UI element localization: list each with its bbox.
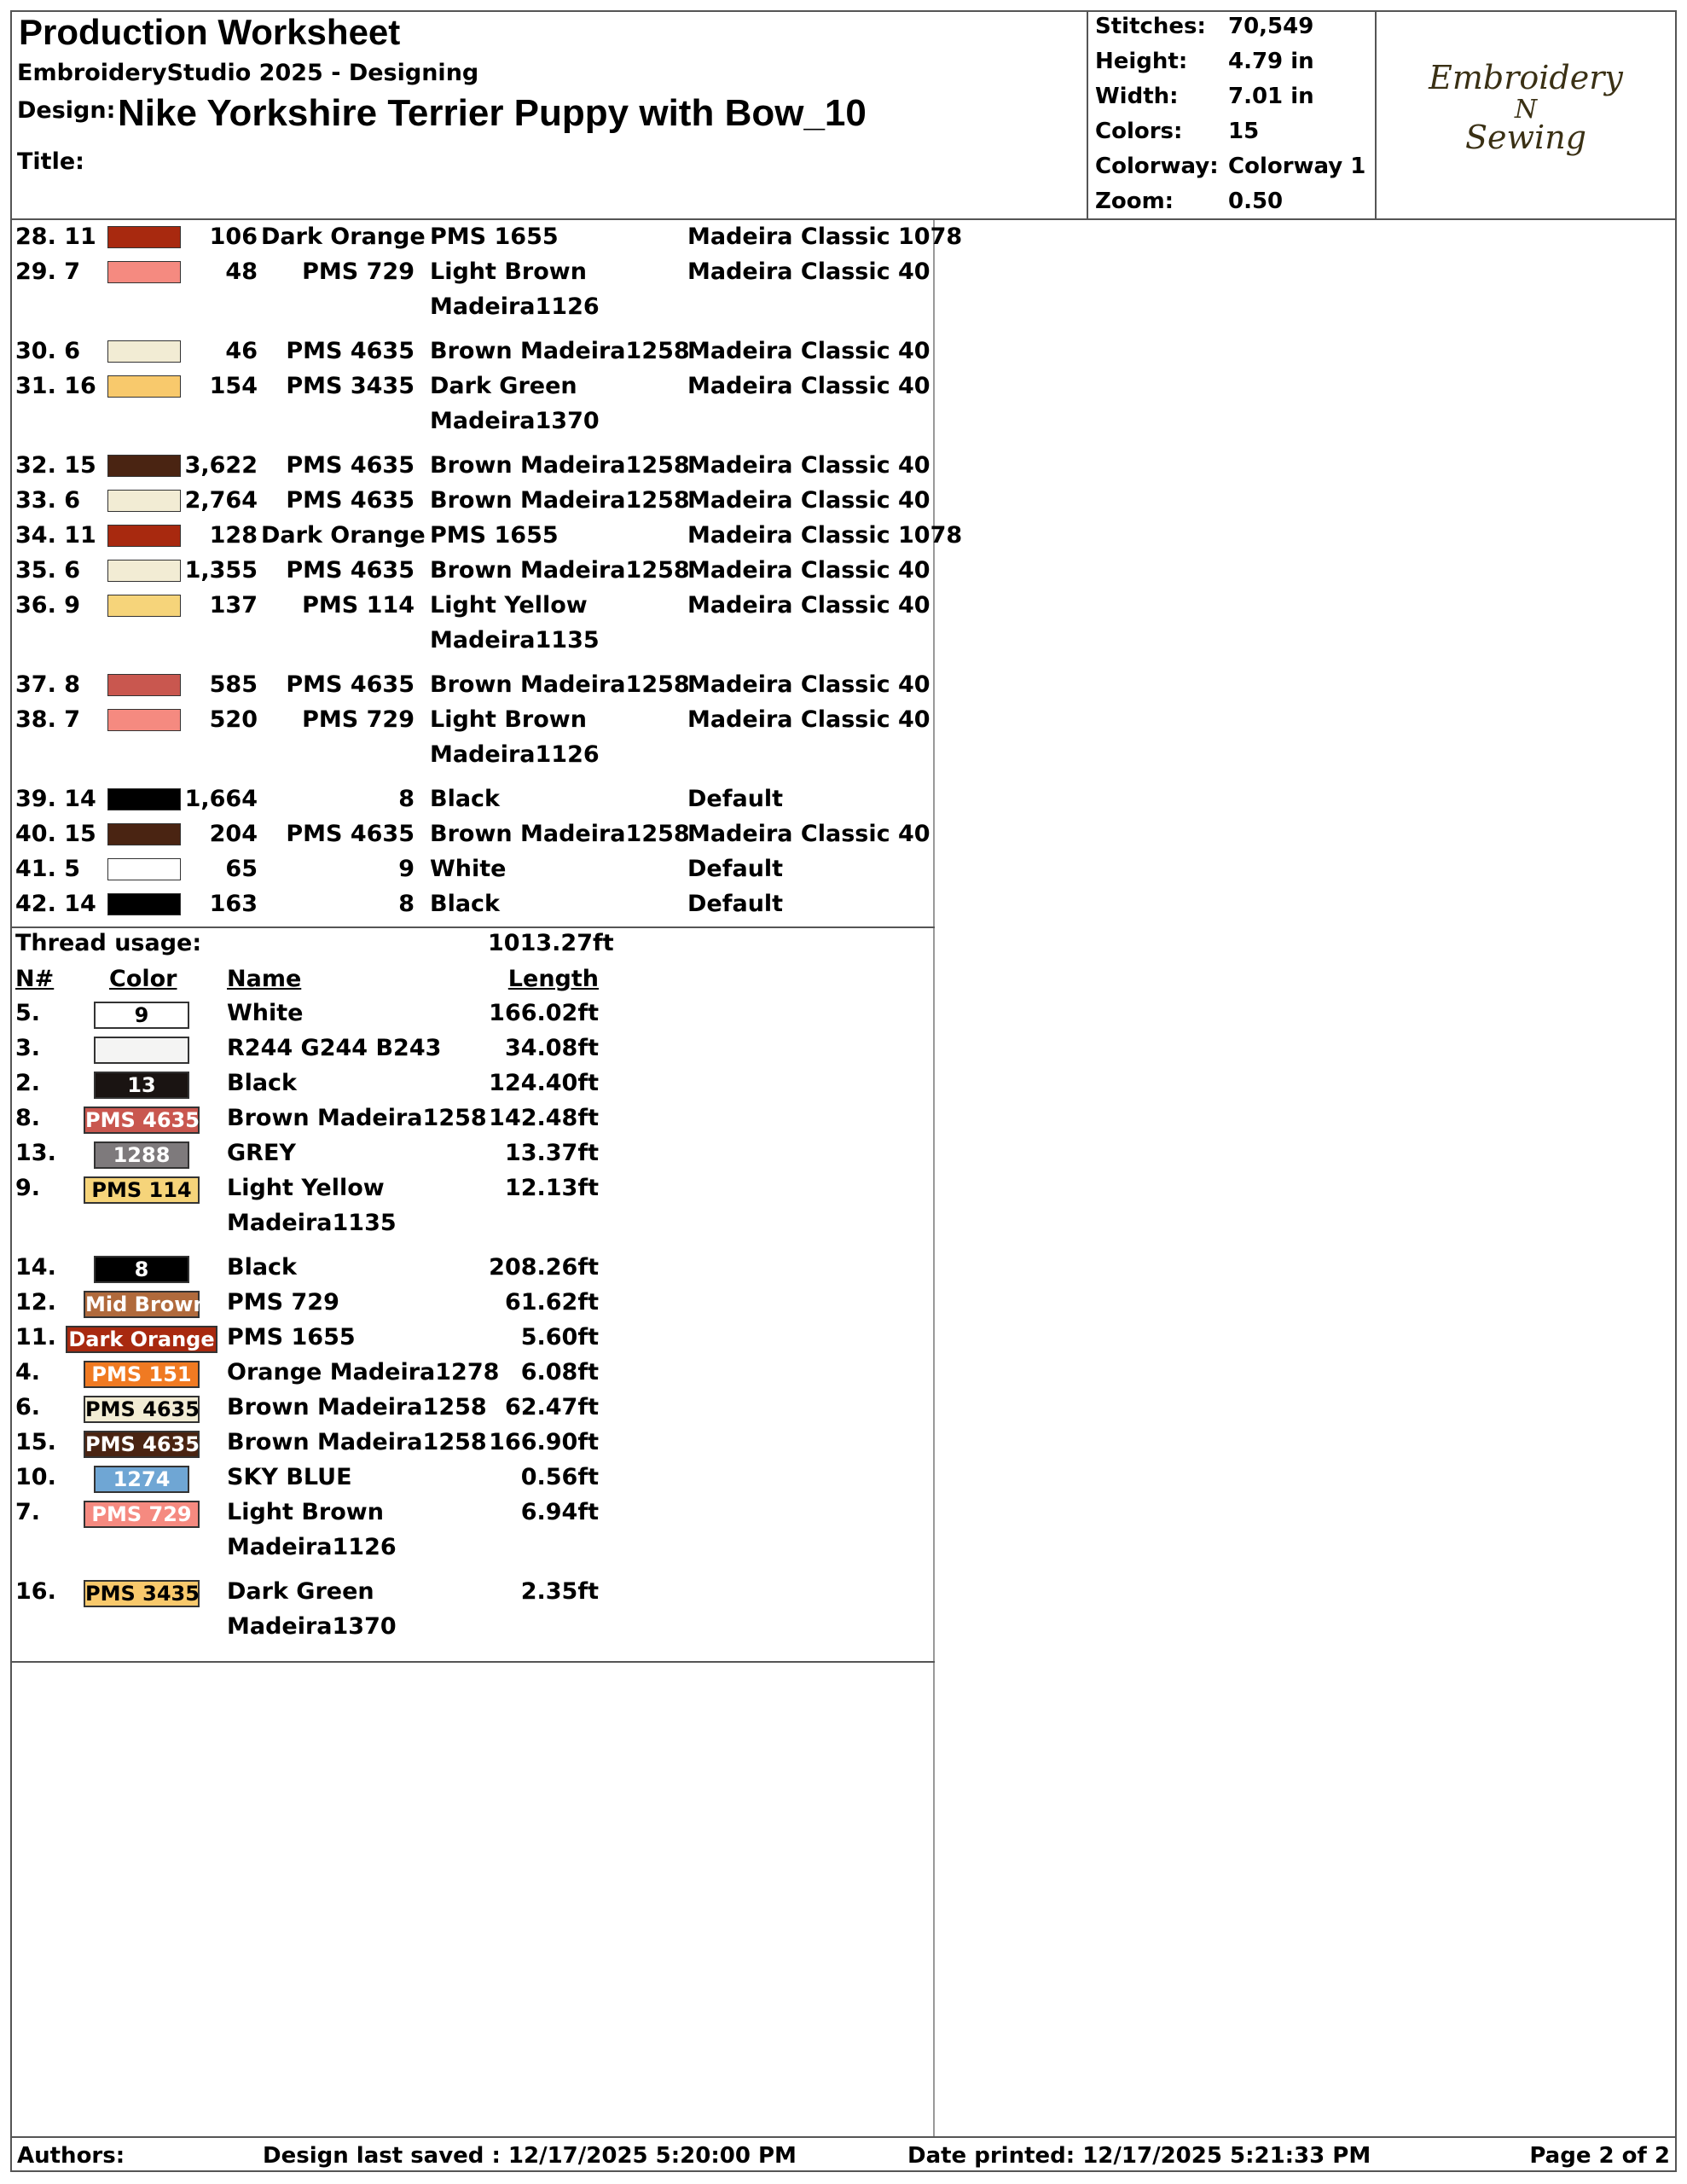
- logo-line-2: N: [1514, 95, 1538, 125]
- stitch-count: 1,355: [184, 557, 258, 584]
- thread-name: GREY: [227, 1140, 296, 1166]
- color-swatch: [107, 340, 181, 363]
- header-length: Length: [507, 966, 599, 992]
- thread-name-2: Madeira1370: [430, 408, 600, 434]
- thread-row: [10, 1359, 935, 1393]
- thread-brand: Madeira Classic 1078: [687, 224, 963, 250]
- thread-name: Brown Madeira1258: [430, 338, 690, 364]
- design-name: Nike Yorkshire Terrier Puppy with Bow_10: [118, 92, 867, 134]
- thread-name: PMS 1655: [430, 522, 559, 549]
- thread-name: Light Brown: [430, 706, 587, 733]
- thread-row: [10, 1289, 935, 1323]
- thread-code: PMS 729: [302, 258, 415, 285]
- footer-authors: Authors:: [17, 2143, 125, 2169]
- thread-usage-summary: Thread usage: 1013.27ft: [15, 930, 614, 956]
- thread-name: PMS 1655: [430, 224, 559, 250]
- color-chip: [94, 1037, 189, 1064]
- thread-row: [10, 1578, 935, 1640]
- color-swatch: [107, 490, 181, 512]
- sequence-number: 37. 8: [15, 671, 81, 698]
- sequence-number: 35. 6: [15, 557, 81, 584]
- stitch-count: 204: [209, 821, 258, 847]
- stitch-count: 48: [225, 258, 258, 285]
- color-chip: PMS 3435: [85, 1582, 200, 1606]
- thread-name: Brown Madeira1258: [430, 487, 690, 514]
- thread-length: 2.35ft: [520, 1578, 599, 1605]
- stitch-count: 3,622: [184, 452, 258, 479]
- color-chip: 13: [94, 1072, 189, 1099]
- color-swatch: [107, 858, 181, 880]
- sequence-number: 38. 7: [15, 706, 81, 733]
- color-chip: PMS 729: [84, 1501, 200, 1528]
- thread-usage-headers: [10, 966, 935, 1000]
- thread-name: Light Yellow: [430, 592, 588, 619]
- page-title: Production Worksheet: [19, 12, 401, 52]
- thread-code: PMS 4635: [286, 557, 415, 584]
- thread-number: 8.: [15, 1105, 41, 1131]
- thread-row: [10, 1254, 935, 1288]
- color-swatch: [107, 709, 181, 731]
- stat-height: Height: 4.79 in: [1095, 49, 1314, 74]
- thread-length: 6.08ft: [520, 1359, 599, 1385]
- color-chip: 9: [94, 1002, 189, 1029]
- header-name: Name: [227, 966, 302, 992]
- thread-code: PMS 4635: [286, 452, 415, 479]
- footer: [10, 2136, 1677, 2172]
- thread-length: 142.48ft: [489, 1105, 599, 1131]
- color-chip: PMS 151: [84, 1361, 200, 1388]
- stitch-count: 128: [209, 522, 258, 549]
- color-swatch: [107, 823, 181, 845]
- stat-stitches: Stitches: 70,549: [1095, 14, 1314, 39]
- color-swatch: [107, 595, 181, 617]
- thread-row: [10, 1429, 935, 1463]
- stat-colors: Colors: 15: [1095, 119, 1260, 144]
- thread-code: PMS 729: [302, 706, 415, 733]
- thread-number: 7.: [15, 1499, 41, 1525]
- thread-name-2: Madeira1370: [227, 1613, 397, 1640]
- thread-name: Dark Green: [430, 373, 577, 399]
- thread-length: 5.60ft: [520, 1324, 599, 1350]
- sequence-number: 39. 14: [15, 786, 96, 812]
- thread-row: [10, 1070, 935, 1104]
- stat-zoom: Zoom: 0.50: [1095, 189, 1284, 214]
- stat-width: Width: 7.01 in: [1095, 84, 1314, 109]
- thread-number: 12.: [15, 1289, 56, 1316]
- thread-number: 10.: [15, 1464, 56, 1490]
- thread-number: 6.: [15, 1394, 41, 1420]
- thread-brand: Default: [687, 891, 784, 917]
- color-swatch: [107, 455, 181, 477]
- color-chip: 1274: [94, 1466, 189, 1493]
- thread-name: R244 G244 B243: [227, 1035, 442, 1061]
- thread-brand: Madeira Classic 40: [687, 671, 930, 698]
- color-swatch: [107, 560, 181, 582]
- thread-code: Dark Orange: [261, 522, 426, 549]
- stitch-count: 163: [209, 891, 258, 917]
- stitch-count: 154: [209, 373, 258, 399]
- thread-length: 166.02ft: [489, 1000, 599, 1026]
- thread-row: [10, 1324, 935, 1358]
- color-chip: PMS 114: [84, 1176, 200, 1204]
- color-chip: PMS 4635: [85, 1432, 200, 1456]
- thread-name: Brown Madeira1258: [227, 1394, 487, 1420]
- thread-length: 6.94ft: [520, 1499, 599, 1525]
- thread-brand: Madeira Classic 40: [687, 338, 930, 364]
- section-divider-2: [10, 1661, 935, 1663]
- color-chip: PMS 4635: [85, 1108, 200, 1132]
- thread-name: Brown Madeira1258: [430, 452, 690, 479]
- color-swatch: [107, 788, 181, 810]
- thread-name-2: Madeira1126: [430, 741, 600, 768]
- thread-number: 14.: [15, 1254, 56, 1281]
- thread-length: 12.13ft: [504, 1175, 599, 1201]
- thread-length: 124.40ft: [489, 1070, 599, 1096]
- thread-name: PMS 1655: [227, 1324, 356, 1350]
- thread-brand: Default: [687, 856, 784, 882]
- footer-printed: Date printed: 12/17/2025 5:21:33 PM: [907, 2143, 1371, 2169]
- header-color: Color: [109, 966, 177, 992]
- footer-saved: Design last saved : 12/17/2025 5:20:00 PM: [263, 2143, 797, 2169]
- stitch-count: 137: [209, 592, 258, 619]
- stitch-count: 585: [209, 671, 258, 698]
- thread-row: [10, 1035, 935, 1069]
- thread-code: 8: [398, 786, 415, 812]
- thread-number: 16.: [15, 1578, 56, 1605]
- color-swatch: [107, 375, 181, 398]
- thread-number: 2.: [15, 1070, 41, 1096]
- thread-name: Dark Green: [227, 1578, 374, 1605]
- thread-code: 9: [398, 856, 415, 882]
- thread-name: SKY BLUE: [227, 1464, 352, 1490]
- color-swatch: [107, 674, 181, 696]
- thread-name: Light Brown: [430, 258, 587, 285]
- thread-brand: Madeira Classic 40: [687, 592, 930, 619]
- color-chip: 1288: [94, 1141, 189, 1169]
- color-swatch: [107, 261, 181, 283]
- thread-length: 61.62ft: [504, 1289, 599, 1316]
- thread-name: PMS 729: [227, 1289, 339, 1316]
- thread-row: [10, 1499, 935, 1560]
- thread-brand: Madeira Classic 40: [687, 821, 930, 847]
- thread-row: [10, 1175, 935, 1236]
- design-stats: [1087, 10, 1377, 220]
- stitch-count: 106: [209, 224, 258, 250]
- thread-length: 13.37ft: [504, 1140, 599, 1166]
- thread-row: [10, 1000, 935, 1034]
- sequence-number: 34. 11: [15, 522, 96, 549]
- thread-name: Brown Madeira1258: [430, 671, 690, 698]
- thread-length: 34.08ft: [504, 1035, 599, 1061]
- header: [10, 10, 1677, 220]
- thread-name: Black: [430, 786, 501, 812]
- header-n: N#: [15, 966, 55, 992]
- thread-code: PMS 4635: [286, 821, 415, 847]
- logo-line-3: Sewing: [1465, 119, 1586, 156]
- title-label: Title:: [17, 148, 84, 175]
- section-divider: [10, 926, 935, 928]
- thread-name: Black: [227, 1254, 298, 1281]
- thread-number: 3.: [15, 1035, 41, 1061]
- design-label: Design:: [17, 97, 116, 124]
- thread-row: [10, 1140, 935, 1174]
- color-chip: PMS 4635: [85, 1397, 200, 1421]
- stitch-count: 2,764: [184, 487, 258, 514]
- sequence-number: 32. 15: [15, 452, 96, 479]
- stitch-count: 1,664: [184, 786, 258, 812]
- thread-code: PMS 4635: [286, 338, 415, 364]
- thread-brand: Madeira Classic 40: [687, 258, 930, 285]
- thread-code: 8: [398, 891, 415, 917]
- color-swatch: [107, 525, 181, 547]
- thread-name: White: [227, 1000, 304, 1026]
- thread-code: Dark Orange: [261, 224, 426, 250]
- logo: [1377, 10, 1675, 220]
- thread-number: 11.: [15, 1324, 56, 1350]
- thread-name: Brown Madeira1258: [430, 821, 690, 847]
- thread-brand: Madeira Classic 40: [687, 452, 930, 479]
- thread-name-2: Madeira1135: [227, 1210, 397, 1236]
- thread-number: 9.: [15, 1175, 41, 1201]
- thread-length: 62.47ft: [504, 1394, 599, 1420]
- thread-code: PMS 4635: [286, 671, 415, 698]
- thread-row: [10, 1394, 935, 1428]
- thread-brand: Madeira Classic 1078: [687, 522, 963, 549]
- sequence-number: 33. 6: [15, 487, 81, 514]
- thread-length: 208.26ft: [489, 1254, 599, 1281]
- thread-length: 0.56ft: [520, 1464, 599, 1490]
- sequence-number: 29. 7: [15, 258, 81, 285]
- thread-length: 166.90ft: [489, 1429, 599, 1455]
- color-chip: Dark Orange: [66, 1326, 217, 1353]
- thread-brand: Madeira Classic 40: [687, 373, 930, 399]
- thread-brand: Madeira Classic 40: [687, 557, 930, 584]
- thread-brand: Madeira Classic 40: [687, 487, 930, 514]
- thread-row: [10, 1105, 935, 1139]
- thread-name: Brown Madeira1258: [227, 1429, 487, 1455]
- thread-name: Brown Madeira1258: [430, 557, 690, 584]
- stitch-count: 46: [225, 338, 258, 364]
- thread-name: Light Yellow: [227, 1175, 385, 1201]
- thread-brand: Madeira Classic 40: [687, 706, 930, 733]
- sequence-number: 42. 14: [15, 891, 96, 917]
- footer-page: Page 2 of 2: [1529, 2143, 1670, 2169]
- thread-name: Orange Madeira1278: [227, 1359, 500, 1385]
- software-subtitle: EmbroideryStudio 2025 - Designing: [17, 60, 479, 86]
- thread-name-2: Madeira1126: [227, 1534, 397, 1560]
- sequence-number: 30. 6: [15, 338, 81, 364]
- thread-brand: Default: [687, 786, 784, 812]
- sequence-number: 31. 16: [15, 373, 96, 399]
- thread-name: Black: [430, 891, 501, 917]
- thread-number: 4.: [15, 1359, 41, 1385]
- thread-number: 13.: [15, 1140, 56, 1166]
- thread-code: PMS 4635: [286, 487, 415, 514]
- stitch-count: 520: [209, 706, 258, 733]
- sequence-number: 28. 11: [15, 224, 96, 250]
- thread-row: [10, 1464, 935, 1498]
- color-chip: Mid Brown: [85, 1292, 208, 1316]
- thread-number: 5.: [15, 1000, 41, 1026]
- sequence-number: 41. 5: [15, 856, 81, 882]
- sequence-number: 36. 9: [15, 592, 81, 619]
- thread-name: Black: [227, 1070, 298, 1096]
- color-swatch: [107, 893, 181, 915]
- thread-name-2: Madeira1135: [430, 627, 600, 653]
- stat-colorway: Colorway: Colorway 1: [1095, 154, 1366, 179]
- thread-name: Brown Madeira1258: [227, 1105, 487, 1131]
- thread-code: PMS 114: [302, 592, 415, 619]
- thread-number: 15.: [15, 1429, 56, 1455]
- thread-name: White: [430, 856, 507, 882]
- thread-name: Light Brown: [227, 1499, 384, 1525]
- thread-code: PMS 3435: [286, 373, 415, 399]
- thread-name-2: Madeira1126: [430, 293, 600, 320]
- logo-line-1: Embroidery: [1429, 59, 1623, 96]
- color-swatch: [107, 226, 181, 248]
- sequence-number: 40. 15: [15, 821, 96, 847]
- stitch-count: 65: [225, 856, 258, 882]
- color-chip: 8: [94, 1256, 189, 1283]
